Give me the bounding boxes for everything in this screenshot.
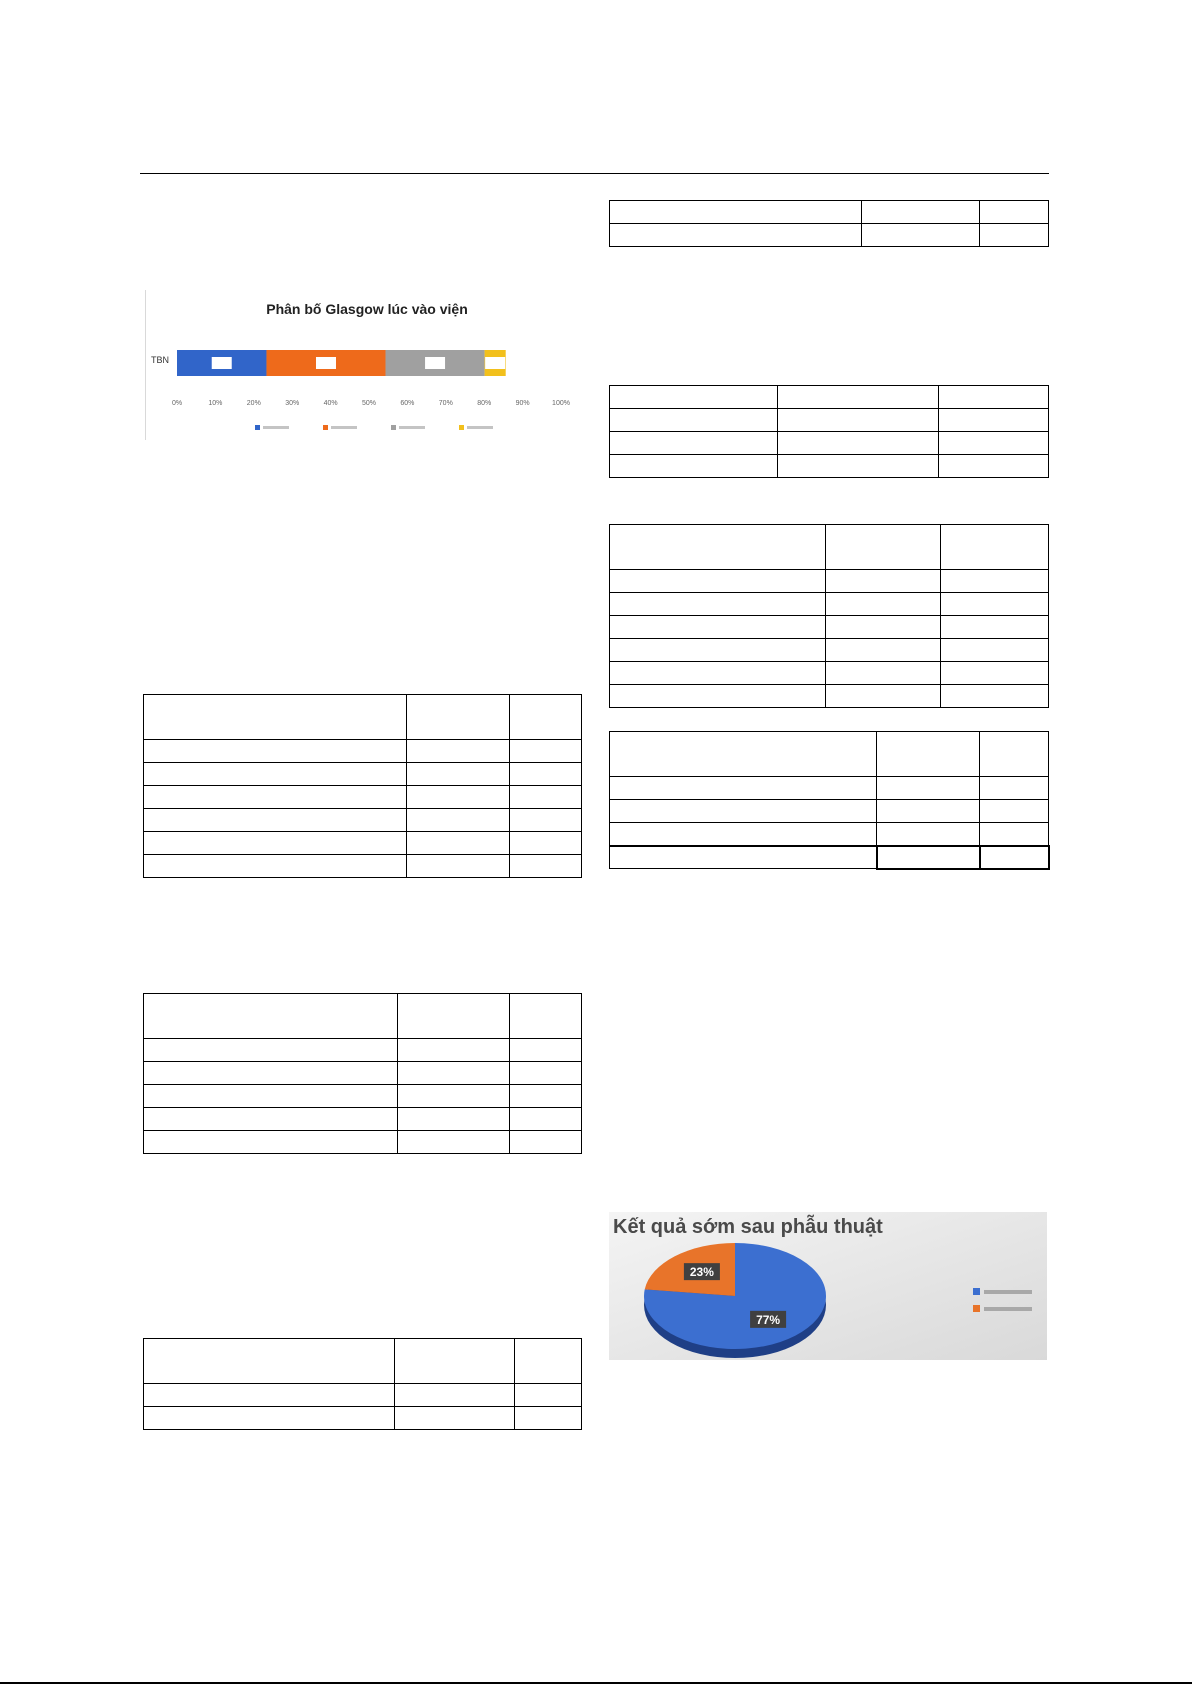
table-row [144, 832, 582, 855]
pie-data-label: 77% [756, 1312, 781, 1327]
table-right-3 [609, 524, 1049, 708]
x-tick-label: 40% [323, 400, 338, 407]
table-row [610, 732, 1049, 777]
table-row [610, 455, 1049, 478]
x-tick-label: 80% [477, 400, 492, 407]
chart-category-label: TBN [151, 355, 169, 365]
table-left-1 [143, 694, 582, 878]
table-row [610, 823, 1049, 846]
legend-entry-text [984, 1290, 1032, 1294]
chart-title: Kết quả sớm sau phẫu thuật [613, 1216, 883, 1238]
header-rule [140, 173, 1049, 174]
table-row [610, 570, 1049, 593]
legend-entry-text [331, 426, 357, 429]
table-row [144, 1085, 582, 1108]
legend-swatch [255, 425, 260, 430]
table-row [610, 409, 1049, 432]
x-tick-label: 100% [552, 400, 570, 407]
table-row [610, 662, 1049, 685]
legend-swatch [459, 425, 464, 430]
bar-data-label [316, 357, 336, 369]
table-row [144, 695, 582, 740]
table-right-1 [609, 200, 1049, 247]
x-tick-label: 10% [208, 400, 223, 407]
bar-data-label [485, 357, 505, 369]
table-row [144, 1339, 582, 1384]
table-left-3 [143, 1338, 582, 1430]
x-tick-label: 30% [285, 400, 300, 407]
table-row [144, 1039, 582, 1062]
pie-data-label: 23% [689, 1265, 714, 1280]
table-row [610, 201, 1049, 224]
table-row [144, 809, 582, 832]
table-row [144, 1108, 582, 1131]
table-row [144, 994, 582, 1039]
table-right-4 [609, 731, 1050, 870]
table-row [610, 616, 1049, 639]
table-row [144, 763, 582, 786]
legend-swatch [323, 425, 328, 430]
x-tick-label: 90% [515, 400, 530, 407]
legend-entry-text [399, 426, 425, 429]
table-row [144, 740, 582, 763]
x-tick-label: 60% [400, 400, 415, 407]
table-row [144, 786, 582, 809]
table-row [610, 685, 1049, 708]
x-tick-label: 70% [438, 400, 453, 407]
table-row [610, 224, 1049, 247]
legend-swatch [973, 1288, 980, 1295]
outcome-chart [609, 1212, 1047, 1360]
bar-data-label [212, 357, 232, 369]
table-row [144, 1062, 582, 1085]
table-row [610, 777, 1049, 800]
table-row [610, 800, 1049, 823]
legend-swatch [973, 1305, 980, 1312]
table-row [144, 1131, 582, 1154]
legend-swatch [391, 425, 396, 430]
table-row [144, 855, 582, 878]
legend-entry-text [984, 1307, 1032, 1311]
table-row [610, 432, 1049, 455]
bar-data-label [425, 357, 445, 369]
x-tick-label: 50% [361, 400, 377, 407]
x-tick-label: 0% [171, 400, 183, 407]
table-row [610, 386, 1049, 409]
x-tick-label: 20% [246, 400, 261, 407]
glasgow-chart [145, 290, 581, 440]
table-row [610, 846, 1049, 869]
table-row [144, 1384, 582, 1407]
table-row [610, 593, 1049, 616]
table-right-2 [609, 385, 1049, 478]
chart-title: Phân bố Glasgow lúc vào viện [266, 301, 468, 317]
table-row [144, 1407, 582, 1430]
table-row [610, 639, 1049, 662]
table-left-2 [143, 993, 582, 1154]
table-row [610, 525, 1049, 570]
legend-entry-text [263, 426, 289, 429]
legend-entry-text [467, 426, 493, 429]
